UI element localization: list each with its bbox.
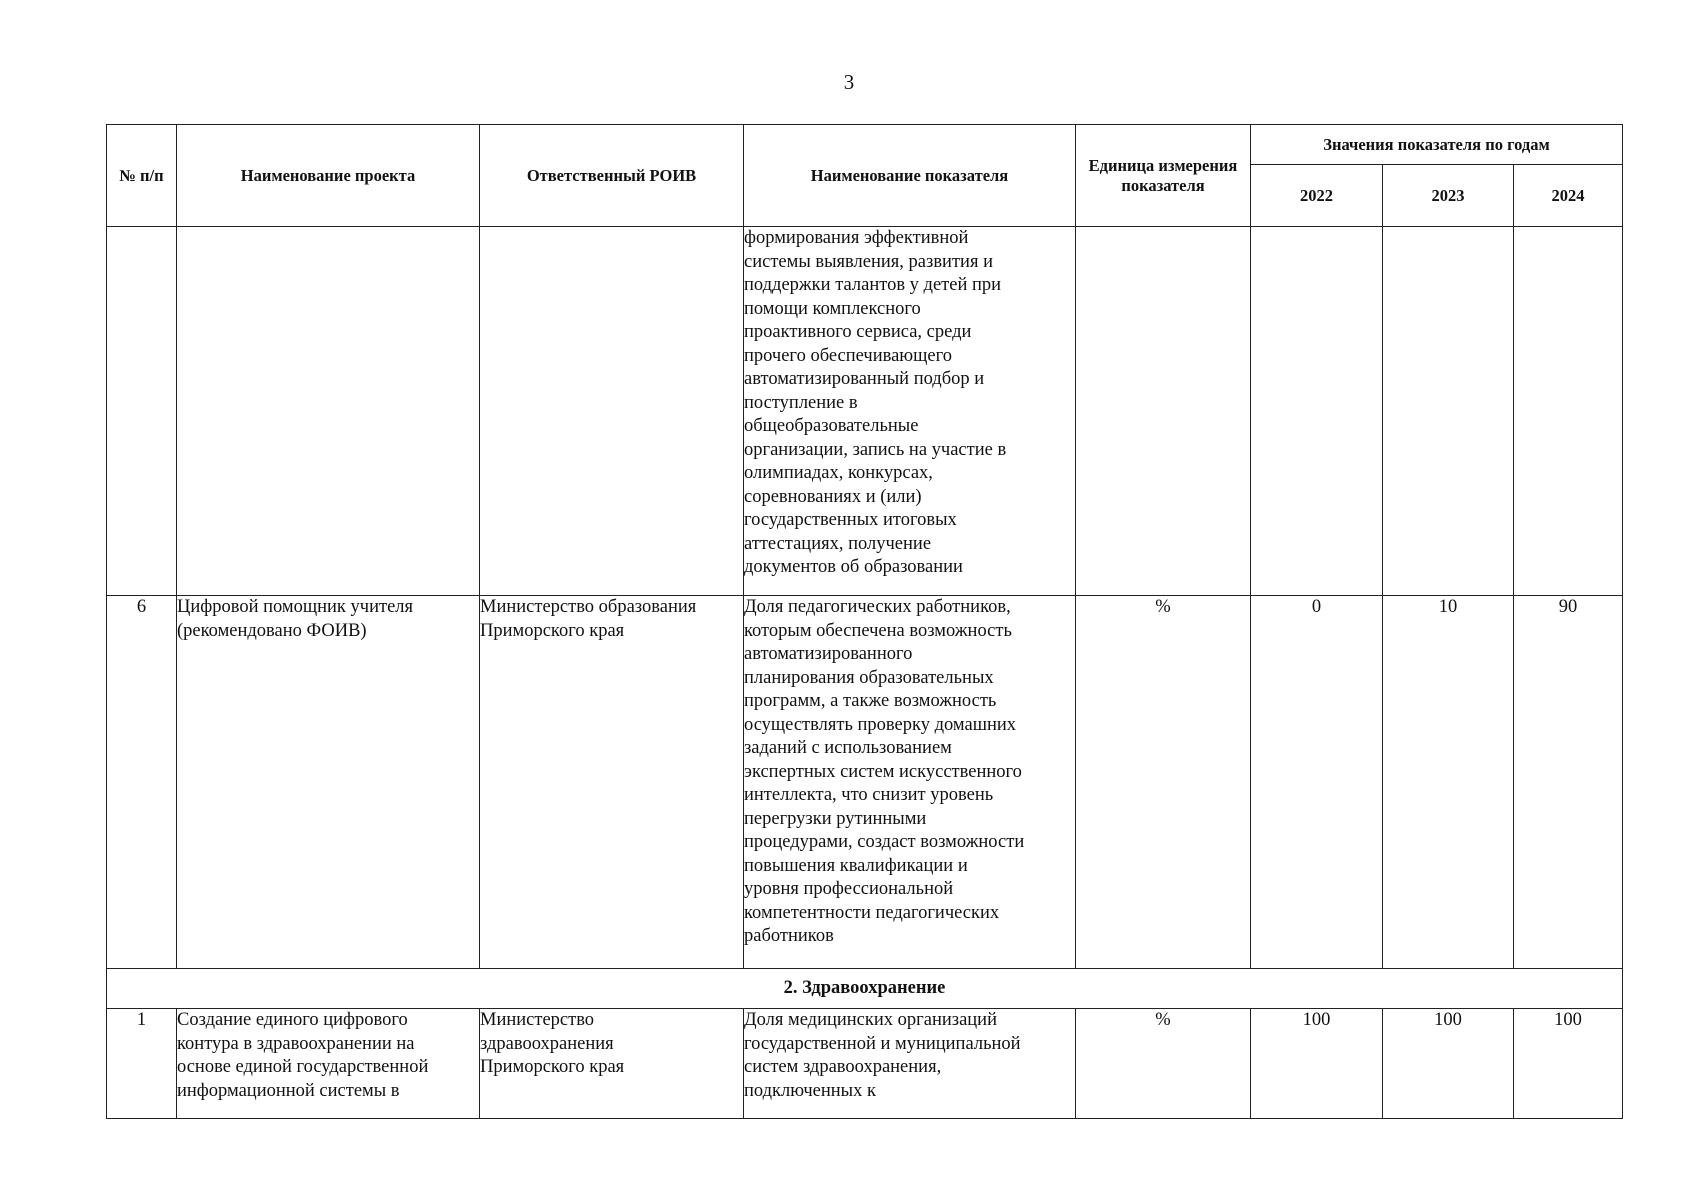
- indicators-table: [106, 124, 1623, 1119]
- header-num: № п/п: [107, 125, 177, 227]
- row-value-2024: [1514, 227, 1623, 596]
- row-roiv: Министерство здравоохранения Приморского края: [480, 1009, 744, 1119]
- table-header-row: [107, 125, 1623, 165]
- row-value-2024: 90: [1514, 596, 1623, 969]
- row-indicator: Доля педагогических работников, которым обеспечена возможность автоматизированного планирования образовательных программ, а также возможность осуществлять проверку домашних заданий с использованием экспертных систем искусственного интеллекта, что снизит уровень перегрузки рутинными процедурами, создаст возможности повышения квалификации и уровня профессиональной компетентности педагогических работников: [744, 596, 1076, 969]
- header-roiv: Ответственный РОИВ: [480, 125, 744, 227]
- row-project: Создание единого цифрового контура в здравоохранении на основе единой государственной информационной системы в: [177, 1009, 480, 1119]
- row-value-2024: 100: [1514, 1009, 1623, 1119]
- row-value-2023: 10: [1383, 596, 1514, 969]
- header-year-2023: 2023: [1383, 165, 1514, 227]
- section-heading: 2. Здравоохранение: [107, 969, 1623, 1009]
- row-indicator: формирования эффективной системы выявления, развития и поддержки талантов у детей при помощи комплексного проактивного сервиса, среди прочего обеспечивающего автоматизированный подбор и поступление в общеобразовательные организации, запись на участие в олимпиадах, конкурсах, соревнованиях и (или) государственных итоговых аттестациях, получение документов об образовании: [744, 227, 1076, 596]
- header-year-2024: 2024: [1514, 165, 1623, 227]
- table-row: [107, 227, 1623, 596]
- row-roiv: Министерство образования Приморского края: [480, 596, 744, 969]
- row-value-2023: [1383, 227, 1514, 596]
- row-unit: [1076, 227, 1251, 596]
- row-num: 1: [107, 1009, 177, 1119]
- row-value-2023: 100: [1383, 1009, 1514, 1119]
- header-year-2022: 2022: [1251, 165, 1383, 227]
- header-project: Наименование проекта: [177, 125, 480, 227]
- row-num: [107, 227, 177, 596]
- row-value-2022: [1251, 227, 1383, 596]
- header-indicator: Наименование показателя: [744, 125, 1076, 227]
- row-value-2022: 0: [1251, 596, 1383, 969]
- section-heading-row: [107, 969, 1623, 1009]
- page-number: 3: [843, 70, 855, 94]
- row-num: 6: [107, 596, 177, 969]
- row-unit: %: [1076, 596, 1251, 969]
- row-value-2022: 100: [1251, 1009, 1383, 1119]
- table-row: [107, 1009, 1623, 1119]
- row-indicator: Доля медицинских организаций государственной и муниципальной систем здравоохранения, подключенных к: [744, 1009, 1076, 1119]
- table-row: [107, 596, 1623, 969]
- row-roiv: [480, 227, 744, 596]
- row-project: Цифровой помощник учителя (рекомендовано ФОИВ): [177, 596, 480, 969]
- row-project: [177, 227, 480, 596]
- header-values-by-year: Значения показателя по годам: [1251, 125, 1623, 165]
- header-unit: Единица измерения показателя: [1076, 125, 1251, 227]
- row-unit: %: [1076, 1009, 1251, 1119]
